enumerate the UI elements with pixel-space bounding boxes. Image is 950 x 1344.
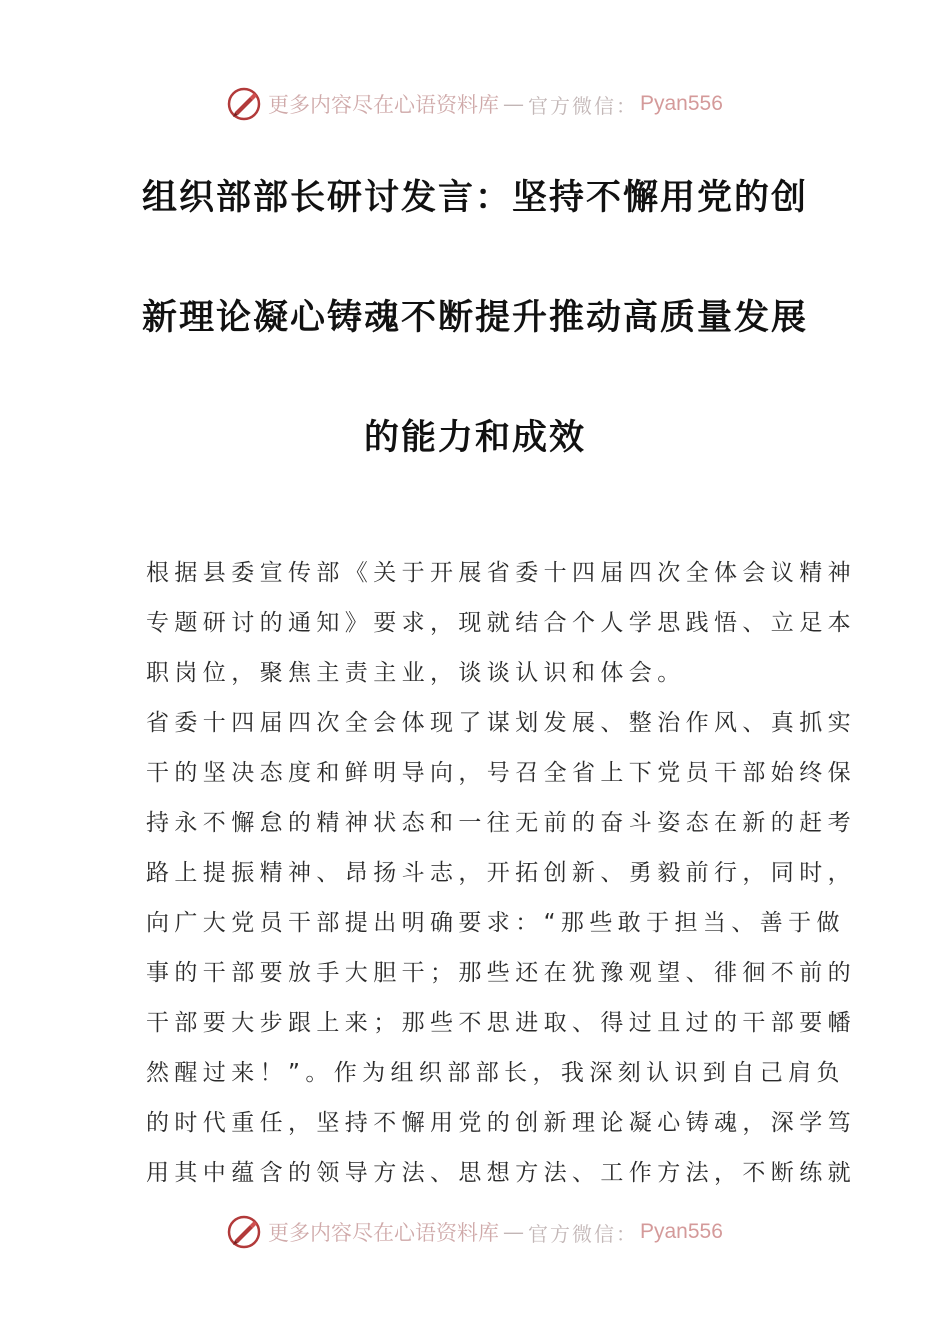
body-line: 干部要大步跟上来；那些不思进取、得过且过的干部要幡: [146, 1010, 856, 1036]
header-watermark: [0, 78, 950, 128]
body-line: 的时代重任，坚持不懈用党的创新理论凝心铸魂，深学笃: [146, 1110, 856, 1136]
body-line: 事的干部要放手大胆干；那些还在犹豫观望、徘徊不前的: [146, 960, 856, 986]
wechat-label: 官方微信：: [528, 93, 638, 118]
body-line: 向广大党员干部提出明确要求：“那些敢于担当、善于做: [146, 910, 845, 936]
title-line-1: 组织部部长研讨发言：坚持不懈用党的创: [141, 178, 808, 218]
watermark-separator: —: [503, 92, 524, 116]
body-line: 根据县委宣传部《关于开展省委十四届四次全体会议精神: [146, 560, 856, 586]
title-line-2: 新理论凝心铸魂不断提升推动高质量发展: [141, 298, 808, 338]
body-text: [146, 548, 856, 1198]
body-line: 然醒过来！”。作为组织部部长，我深刻认识到自己肩负: [146, 1060, 845, 1086]
body-line: 专题研讨的通知》要求，现就结合个人学思践悟、立足本: [146, 610, 856, 636]
body-line: 路上提振精神、昂扬斗志，开拓创新、勇毅前行，同时，: [146, 860, 856, 886]
body-line: 持永不懈怠的精神状态和一往无前的奋斗姿态在新的赶考: [146, 810, 856, 836]
wechat-id: Pyan556: [640, 1220, 723, 1243]
pen-logo-icon: [226, 1214, 262, 1250]
wechat-id: Pyan556: [640, 92, 723, 115]
body-line: 职岗位，聚焦主责主业，谈谈认识和体会。: [146, 660, 686, 686]
title-line-3: 的能力和成效: [363, 418, 586, 458]
body-line: 省委十四届四次全会体现了谋划发展、整治作风、真抓实: [146, 710, 856, 736]
pen-logo-icon: [226, 86, 262, 122]
watermark-text: 更多内容尽在心语资料库: [268, 1221, 499, 1245]
watermark-text: 更多内容尽在心语资料库: [268, 93, 499, 117]
wechat-label: 官方微信：: [528, 1221, 638, 1246]
body-line: 用其中蕴含的领导方法、思想方法、工作方法，不断练就: [146, 1160, 856, 1186]
body-line: 干的坚决态度和鲜明导向，号召全省上下党员干部始终保: [146, 760, 856, 786]
watermark-separator: —: [503, 1220, 524, 1244]
footer-watermark: [0, 1206, 950, 1256]
